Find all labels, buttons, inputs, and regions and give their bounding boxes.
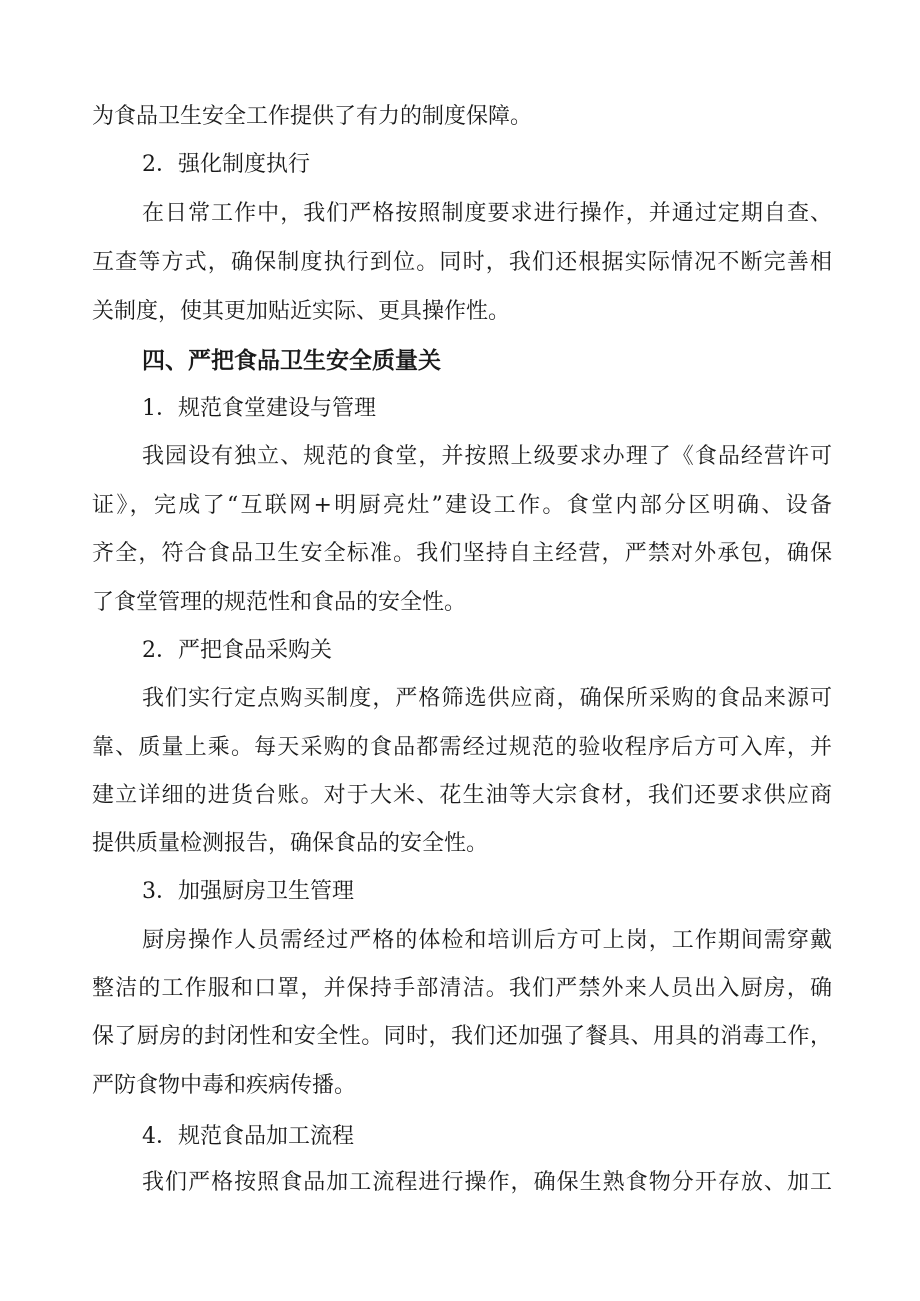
paragraph-line: 我们严格按照食品加工流程进行操作，确保生熟食物分开存放、加工 [142, 1170, 832, 1195]
paragraph-line: 严防食物中毒和疾病传播。 [92, 1073, 357, 1098]
paragraph-line: 保了厨房的封闭性和安全性。同时，我们还加强了餐具、用具的消毒工作， [92, 1024, 832, 1049]
paragraph-line: 厨房操作人员需经过严格的体检和培训后方可上岗，工作期间需穿戴 [142, 928, 832, 953]
paragraph-line: 证》，完成了“互联网+明厨亮灶”建设工作。食堂内部分区明确、设备 [92, 493, 832, 518]
paragraph-line: 齐全，符合食品卫生安全标准。我们坚持自主经营，严禁对外承包，确保 [92, 541, 832, 566]
paragraph-line: 为食品卫生安全工作提供了有力的制度保障。 [92, 104, 533, 129]
paragraph-line: 整洁的工作服和口罩，并保持手部清洁。我们严禁外来人员出入厨房，确 [92, 976, 832, 1001]
paragraph-line: 我园设有独立、规范的食堂，并按照上级要求办理了《食品经营许可 [142, 444, 832, 469]
paragraph-line: 互查等方式，确保制度执行到位。同时，我们还根据实际情况不断完善相 [92, 250, 832, 275]
paragraph-line: 在日常工作中，我们严格按照制度要求进行操作，并通过定期自查、 [142, 201, 832, 226]
paragraph-line: 关制度，使其更加贴近实际、更具操作性。 [92, 299, 511, 324]
section-heading: 四、严把食品卫生安全质量关 [142, 348, 441, 374]
subsection-heading: 3．加强厨房卫生管理 [142, 879, 354, 904]
paragraph-line: 靠、质量上乘。每天采购的食品都需经过规范的验收程序后方可入库，并 [92, 735, 832, 760]
subsection-heading: 2．严把食品采购关 [142, 638, 332, 663]
paragraph-line: 了食堂管理的规范性和食品的安全性。 [92, 590, 467, 615]
subsection-heading: 4．规范食品加工流程 [142, 1124, 354, 1149]
paragraph-line: 建立详细的进货台账。对于大米、花生油等大宗食材，我们还要求供应商 [92, 783, 832, 808]
subsection-heading: 2．强化制度执行 [142, 152, 310, 177]
paragraph-line: 提供质量检测报告，确保食品的安全性。 [92, 831, 489, 856]
paragraph-line: 我们实行定点购买制度，严格筛选供应商，确保所采购的食品来源可 [142, 686, 832, 711]
subsection-heading: 1．规范食堂建设与管理 [142, 396, 376, 421]
